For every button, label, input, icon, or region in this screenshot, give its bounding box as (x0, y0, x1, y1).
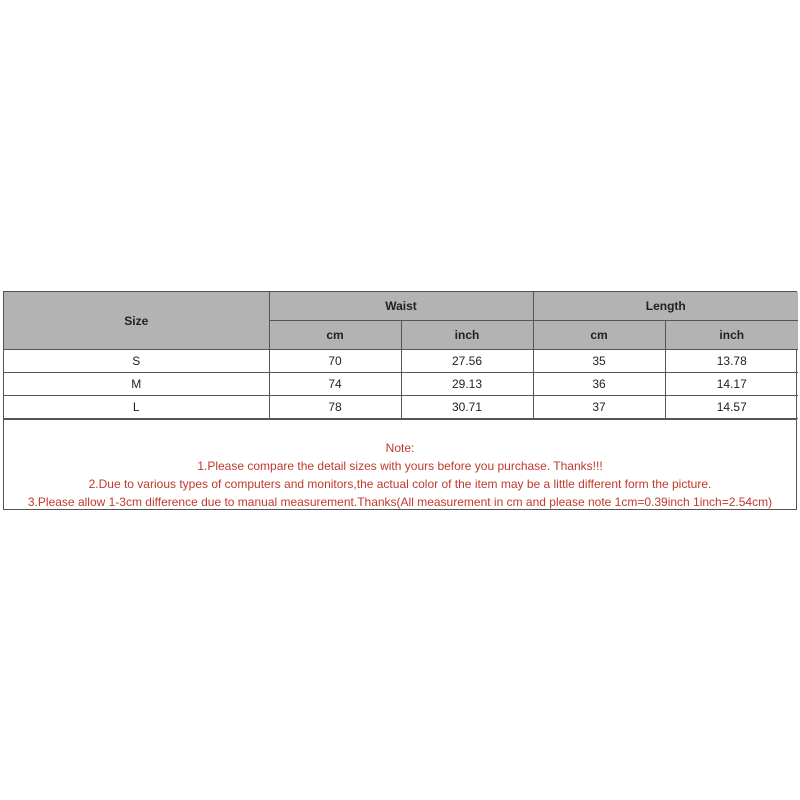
size-header: Size (4, 292, 269, 350)
waist-cm-header: cm (269, 321, 401, 350)
waist-inch-cell: 30.71 (401, 396, 533, 419)
waist-inch-header: inch (401, 321, 533, 350)
waist-cm-cell: 78 (269, 396, 401, 419)
size-cell: L (4, 396, 269, 419)
table-row (4, 396, 798, 419)
length-cm-cell: 35 (533, 350, 665, 373)
waist-cm-cell: 74 (269, 373, 401, 396)
length-inch-cell: 13.78 (665, 350, 798, 373)
length-cm-header: cm (533, 321, 665, 350)
notes-section (4, 419, 796, 509)
length-cm-cell: 36 (533, 373, 665, 396)
header-row (4, 292, 798, 321)
length-cm-cell: 37 (533, 396, 665, 419)
length-header: Length (533, 292, 798, 321)
note-title: Note: (385, 441, 415, 455)
waist-cm-cell: 70 (269, 350, 401, 373)
waist-header: Waist (269, 292, 533, 321)
size-cell: S (4, 350, 269, 373)
size-table (4, 292, 798, 419)
length-inch-header: inch (665, 321, 798, 350)
waist-inch-cell: 27.56 (401, 350, 533, 373)
length-inch-cell: 14.17 (665, 373, 798, 396)
note-line-3: 3.Please allow 1-3cm difference due to manual measurement.Thanks(All measurement in cm and please note 1cm=0.39inch 1inch=2.54cm) (27, 495, 773, 509)
waist-inch-cell: 29.13 (401, 373, 533, 396)
size-cell: M (4, 373, 269, 396)
table-row (4, 373, 798, 396)
note-line-1: 1.Please compare the detail sizes with yours before you purchase. Thanks!!! (197, 459, 603, 473)
length-inch-cell: 14.57 (665, 396, 798, 419)
note-line-2: 2.Due to various types of computers and monitors,the actual color of the item may be a little different form the picture. (88, 477, 712, 491)
size-chart (3, 291, 797, 510)
table-row (4, 350, 798, 373)
